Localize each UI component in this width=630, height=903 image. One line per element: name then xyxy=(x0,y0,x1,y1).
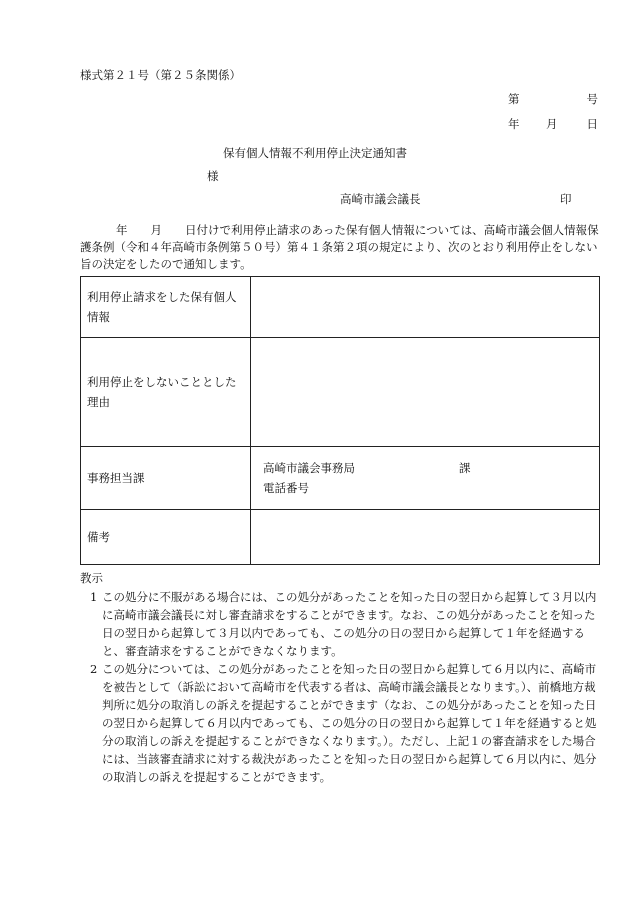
value-requested-info xyxy=(251,277,600,338)
number-suffix: 号 xyxy=(586,92,598,106)
row-label-department: 事務担当課 xyxy=(81,447,251,510)
department-name: 高崎市議会事務局 xyxy=(263,461,355,475)
table-row xyxy=(81,447,600,510)
date-month: 月 xyxy=(546,117,558,131)
row-label-requested-info: 利用停止請求をした保有個人情報 xyxy=(81,277,251,338)
notice-number: 1 xyxy=(90,590,98,604)
table-row xyxy=(81,510,600,565)
table-row xyxy=(81,338,600,447)
addressee: 様 xyxy=(207,169,219,183)
value-department xyxy=(251,447,600,510)
date-year: 年 xyxy=(508,117,520,131)
value-remarks xyxy=(251,510,600,565)
document-date xyxy=(508,116,598,132)
document-title: 保有個人情報不利用停止決定通知書 xyxy=(223,146,407,160)
notice-item xyxy=(80,588,600,660)
value-reason xyxy=(251,338,600,447)
notice-text: この処分については、この処分があったことを知った日の翌日から起算して６月以内に、高崎市を被告として（訴訟において高崎市を代表する者は、高崎市議会議長となります。）、前橋地方裁判所に処分の取消しの訴えを提起することができます（なお、この処分があったことを知った日の翌日から起算して６月以内であっても、この処分の日の翌日から起算して１年を経過すると処分の取消しの訴えを提起することができなくなります。）。ただし、上記１の審査請求をした場合には、当該審査請求に対する裁決があったことを知った日の翌日から起算して６月以内に、処分の取消しの訴えを提起することができます。 xyxy=(102,662,597,784)
info-table xyxy=(80,276,600,565)
notice-text: この処分に不服がある場合には、この処分があったことを知った日の翌日から起算して３月以内に高崎市議会議長に対し審査請求をすることができます。なお、この処分があったことを知った日の翌日から起算して３月以内であっても、この処分の日の翌日から起算して１年を経過すると、審査請求をすることができなくなります。 xyxy=(102,590,597,658)
notice-list xyxy=(80,588,600,786)
notice-heading: 教示 xyxy=(80,571,103,585)
body-text xyxy=(80,222,600,273)
section-suffix: 課 xyxy=(459,461,471,475)
sender: 高崎市議会議長 xyxy=(340,192,421,206)
notice-number: 2 xyxy=(90,662,98,676)
number-prefix: 第 xyxy=(508,92,520,106)
notice-item xyxy=(80,660,600,786)
row-label-reason: 利用停止をしないこととした理由 xyxy=(81,338,251,447)
table-row xyxy=(81,277,600,338)
body-paragraph: 年 月 日付けで利用停止請求のあった保有個人情報については、高崎市議会個人情報保護条例（令和４年高崎市条例第５０号）第４１条第２項の規定により、次のとおり利用停止をしない旨の決定をしたので通知します。 xyxy=(80,223,599,271)
date-day: 日 xyxy=(586,117,598,131)
form-number: 様式第２１号（第２５条関係） xyxy=(80,68,241,82)
phone-number-label: 電話番号 xyxy=(263,481,309,495)
department-line xyxy=(263,458,593,478)
seal-mark: 印 xyxy=(560,192,572,206)
document-number xyxy=(508,91,598,107)
row-label-remarks: 備考 xyxy=(81,510,251,565)
